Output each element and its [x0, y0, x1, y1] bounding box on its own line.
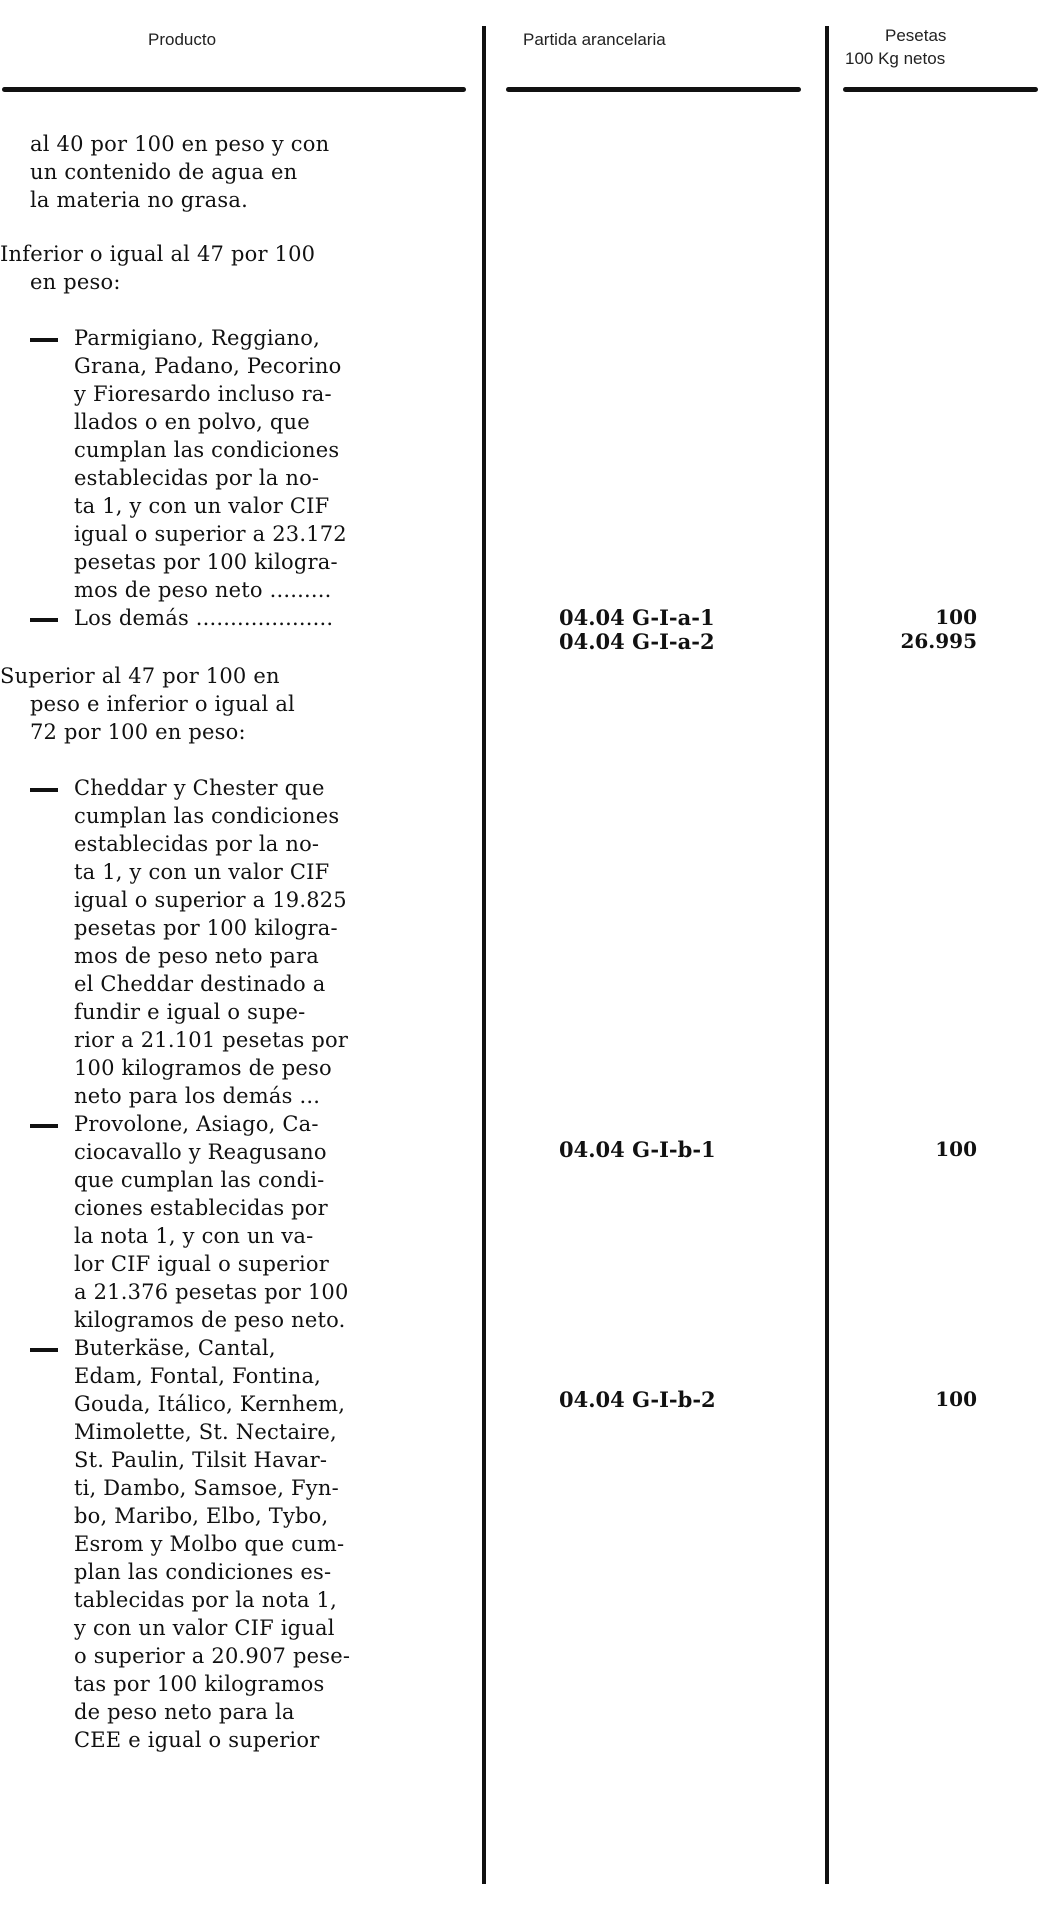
product-text-line: establecidas por la no- — [74, 832, 320, 856]
product-text-line: lor CIF igual o superior — [74, 1252, 330, 1276]
product-text-line: Cheddar y Chester que — [74, 776, 325, 800]
em-dash-bullet — [30, 1348, 58, 1352]
product-text-line: en peso: — [30, 270, 121, 294]
column-divider-1 — [482, 26, 486, 1884]
product-text-line: pesetas por 100 kilogra- — [74, 916, 338, 940]
product-text-line: que cumplan las condi- — [74, 1168, 325, 1192]
product-text-line: Mimolette, St. Nectaire, — [74, 1420, 337, 1444]
header-pesetas: Pesetas — [885, 26, 947, 45]
partida-code: 04.04 G-I-a-2 — [559, 629, 715, 654]
product-text-line: ta 1, y con un valor CIF — [74, 860, 330, 884]
header-partida: Partida arancelaria — [523, 30, 666, 49]
product-text-line: establecidas por la no- — [74, 466, 320, 490]
partida-code: 04.04 G-I-b-2 — [559, 1387, 716, 1412]
product-text-line: 72 por 100 en peso: — [30, 720, 246, 744]
product-text-line: plan las condiciones es- — [74, 1560, 332, 1584]
product-text-line: neto para los demás ... — [74, 1084, 321, 1108]
product-text-line: y Fioresardo incluso ra- — [74, 382, 332, 406]
product-text-line: Buterkäse, Cantal, — [74, 1336, 276, 1360]
em-dash-bullet — [30, 618, 58, 622]
product-text-line: ciocavallo y Reagusano — [74, 1140, 327, 1164]
em-dash-bullet — [30, 338, 58, 342]
partida-code: 04.04 G-I-a-1 — [559, 605, 715, 630]
product-text-line: igual o superior a 23.172 — [74, 522, 347, 546]
pesetas-value: 100 — [935, 1387, 977, 1411]
product-text-line: o superior a 20.907 pese- — [74, 1644, 351, 1668]
header-rule-3 — [843, 87, 1038, 92]
product-text-line: la materia no grasa. — [30, 188, 248, 212]
product-text-line: Parmigiano, Reggiano, — [74, 326, 320, 350]
header-rule-2 — [506, 87, 801, 92]
product-text-line: Provolone, Asiago, Ca- — [74, 1112, 319, 1136]
product-text-line: bo, Maribo, Elbo, Tybo, — [74, 1504, 329, 1528]
product-text-line: pesetas por 100 kilogra- — [74, 550, 338, 574]
product-text-line: peso e inferior o igual al — [30, 692, 295, 716]
column-divider-2 — [825, 26, 829, 1884]
pesetas-value: 100 — [935, 1137, 977, 1161]
product-text-line: la nota 1, y con un va- — [74, 1224, 314, 1248]
product-text-line: St. Paulin, Tilsit Havar- — [74, 1448, 328, 1472]
product-text-line: a 21.376 pesetas por 100 — [74, 1280, 349, 1304]
product-text-line: Superior al 47 por 100 en — [0, 664, 280, 688]
product-text-line: rior a 21.101 pesetas por — [74, 1028, 349, 1052]
pesetas-value: 26.995 — [900, 629, 977, 653]
product-text-line: mos de peso neto ......... — [74, 578, 332, 602]
product-text-line: ta 1, y con un valor CIF — [74, 494, 330, 518]
product-text-line: al 40 por 100 en peso y con — [30, 132, 330, 156]
product-text-line: Los demás .................... — [74, 606, 334, 630]
product-text-line: tablecidas por la nota 1, — [74, 1588, 337, 1612]
header-unit: 100 Kg netos — [845, 49, 946, 68]
em-dash-bullet — [30, 1124, 58, 1128]
product-text-line: Gouda, Itálico, Kernhem, — [74, 1392, 346, 1416]
product-text-line: ciones establecidas por — [74, 1196, 328, 1220]
product-text-line: llados o en polvo, que — [74, 410, 310, 434]
header-rule-1 — [2, 87, 466, 92]
product-text-line: igual o superior a 19.825 — [74, 888, 347, 912]
product-text-line: el Cheddar destinado a — [74, 972, 326, 996]
product-text-line: kilogramos de peso neto. — [74, 1308, 346, 1332]
product-text-line: de peso neto para la — [74, 1700, 295, 1724]
header-producto: Producto — [148, 30, 217, 49]
product-text-line: CEE e igual o superior — [74, 1728, 320, 1752]
product-text-line: Edam, Fontal, Fontina, — [74, 1364, 322, 1388]
product-text-line: ti, Dambo, Samsoe, Fyn- — [74, 1476, 339, 1500]
product-text-line: Inferior o igual al 47 por 100 — [0, 242, 316, 266]
product-text-line: Esrom y Molbo que cum- — [74, 1532, 345, 1556]
em-dash-bullet — [30, 788, 58, 792]
product-text-line: tas por 100 kilogramos — [74, 1672, 325, 1696]
pesetas-value: 100 — [935, 605, 977, 629]
product-text-line: un contenido de agua en — [30, 160, 298, 184]
product-text-line: 100 kilogramos de peso — [74, 1056, 332, 1080]
product-text-line: Grana, Padano, Pecorino — [74, 354, 342, 378]
product-text-line: mos de peso neto para — [74, 944, 319, 968]
product-text-line: cumplan las condiciones — [74, 804, 340, 828]
product-text-line: fundir e igual o supe- — [74, 1000, 306, 1024]
product-text-line: y con un valor CIF igual — [74, 1616, 335, 1640]
partida-code: 04.04 G-I-b-1 — [559, 1137, 716, 1162]
product-text-line: cumplan las condiciones — [74, 438, 340, 462]
